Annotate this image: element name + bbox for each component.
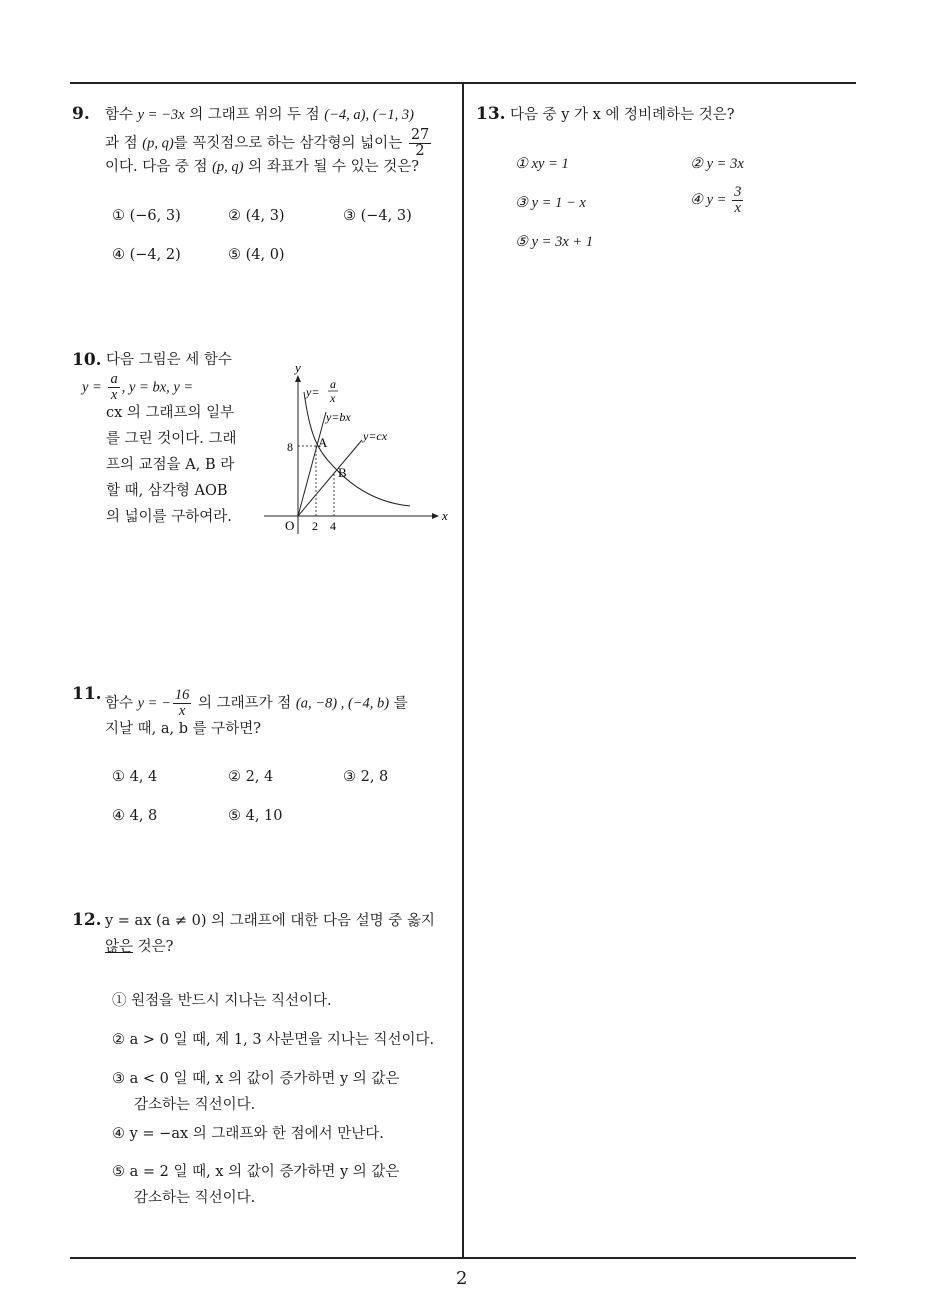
fraction <box>108 372 119 403</box>
question-number: 12. <box>72 910 102 930</box>
option-5[interactable]: ⑤ (4, 0) <box>228 247 285 263</box>
question-text-line: 할 때, 삼각형 AOB <box>106 483 228 499</box>
fraction <box>732 185 743 216</box>
question-text-line: cx 의 그래프의 일부 <box>106 405 235 421</box>
tick-4-label: 4 <box>330 519 336 533</box>
question-text-line <box>82 372 193 403</box>
line-bx <box>298 412 326 516</box>
option-5-continued: 감소하는 직선이다. <box>134 1190 256 1206</box>
option-3[interactable]: ③ y = 1 − x <box>515 195 586 211</box>
question-11-line-2: 지날 때, a, b 를 구하면? <box>105 721 262 737</box>
line-bx-label: y=bx <box>326 410 351 424</box>
text: 함수 <box>105 107 134 123</box>
origin-label: O <box>285 518 295 533</box>
point-b-label: B <box>338 465 347 480</box>
denominator: x <box>110 387 118 403</box>
question-text-line: 다음 그림은 세 함수 <box>106 352 232 368</box>
denominator: 2 <box>415 143 425 159</box>
question-11-line-1 <box>105 688 408 719</box>
numerator: 3 <box>734 184 742 200</box>
text: 함수 <box>105 695 134 712</box>
question-9-line-1 <box>105 102 414 128</box>
eq-prefix: y = <box>82 379 102 396</box>
numerator: a <box>110 371 118 387</box>
option-4[interactable]: ④ y = −ax 의 그래프와 한 점에서 만난다. <box>112 1126 384 1142</box>
text: 를 <box>393 695 408 712</box>
point: (p, q) <box>212 159 244 175</box>
option-5[interactable]: ⑤ 4, 10 <box>228 808 283 824</box>
option-1[interactable]: ① (−6, 3) <box>112 208 181 224</box>
text: , y = bx, y = <box>121 379 194 396</box>
emphasis-text: 않은 <box>105 939 134 955</box>
option-2[interactable]: ② (4, 3) <box>228 208 285 224</box>
option-4-prefix: ④ y = <box>690 191 727 208</box>
denominator: x <box>178 703 186 719</box>
question-text-line: 를 그린 것이다. 그래 <box>106 431 237 447</box>
y-axis-label: y <box>295 360 301 375</box>
option-4[interactable]: ④ (−4, 2) <box>112 247 181 263</box>
option-3-continued: 감소하는 직선이다. <box>134 1097 256 1113</box>
equation: y = −3x <box>137 107 185 123</box>
text: 를 꼭짓점으로 하는 삼각형의 넓이는 <box>173 135 403 152</box>
option-1[interactable]: ① xy = 1 <box>515 156 569 172</box>
text: 과 점 <box>105 135 138 152</box>
function-graph <box>258 356 458 540</box>
tick-2-label: 2 <box>312 519 318 533</box>
hyperbola-label-den: x <box>330 391 336 405</box>
fraction <box>173 688 192 719</box>
question-number: 10. <box>72 350 102 370</box>
question-13-stem: 다음 중 y 가 x 에 정비례하는 것은? <box>510 107 735 123</box>
hyperbola-label-prefix: y= <box>306 385 320 399</box>
question-12-line-1: y = ax (a ≠ 0) 의 그래프에 대한 다음 설명 중 옳지 <box>105 913 435 929</box>
points: (a, −8) , (−4, b) <box>295 695 390 712</box>
question-9-line-3 <box>105 154 419 180</box>
option-4[interactable] <box>690 185 745 216</box>
option-2[interactable]: ② a > 0 일 때, 제 1, 3 사분면을 지나는 직선이다. <box>112 1032 435 1048</box>
points: (−4, a), (−1, 3) <box>324 107 414 123</box>
tick-8-label: 8 <box>287 440 293 454</box>
text: 의 좌표가 될 수 있는 것은? <box>248 159 420 175</box>
option-5[interactable]: ⑤ a = 2 일 때, x 의 값이 증가하면 y 의 값은 <box>112 1164 400 1180</box>
numerator: 27 <box>410 127 430 143</box>
column-divider <box>462 84 464 1259</box>
option-3[interactable]: ③ a < 0 일 때, x 의 값이 증가하면 y 의 값은 <box>112 1071 400 1087</box>
page-number: 2 <box>456 1268 468 1289</box>
text: 의 그래프 위의 두 점 <box>189 107 320 123</box>
line-cx <box>298 440 362 516</box>
question-12-line-2 <box>105 934 173 960</box>
option-1[interactable]: ① 원점을 반드시 지나는 직선이다. <box>112 993 332 1009</box>
option-3[interactable]: ③ (−4, 3) <box>343 208 412 224</box>
point-a-label: A <box>318 435 328 450</box>
option-3[interactable]: ③ 2, 8 <box>343 769 389 785</box>
option-2[interactable]: ② y = 3x <box>690 156 744 172</box>
hyperbola-label-num: a <box>330 377 336 391</box>
text: 의 그래프가 점 <box>198 695 292 712</box>
x-axis-label: x <box>442 508 448 523</box>
text: 이다. 다음 중 점 <box>105 159 208 175</box>
denominator: x <box>734 200 741 216</box>
question-number: 13. <box>476 104 506 124</box>
numerator: 16 <box>174 687 190 703</box>
bottom-rule <box>70 1257 856 1259</box>
question-text-line: 의 넓이를 구하여라. <box>106 509 232 525</box>
option-4[interactable]: ④ 4, 8 <box>112 808 158 824</box>
option-2[interactable]: ② 2, 4 <box>228 769 274 785</box>
question-text-line: 프의 교점을 A, B 라 <box>106 457 235 473</box>
question-number: 11. <box>72 684 102 704</box>
question-number: 9. <box>72 104 90 124</box>
option-5[interactable]: ⑤ y = 3x + 1 <box>515 234 594 250</box>
text: 것은? <box>133 939 174 955</box>
line-cx-label: y=cx <box>363 429 388 443</box>
point: (p, q) <box>142 135 174 152</box>
option-1[interactable]: ① 4, 4 <box>112 769 158 785</box>
eq-prefix: y = − <box>137 695 171 712</box>
